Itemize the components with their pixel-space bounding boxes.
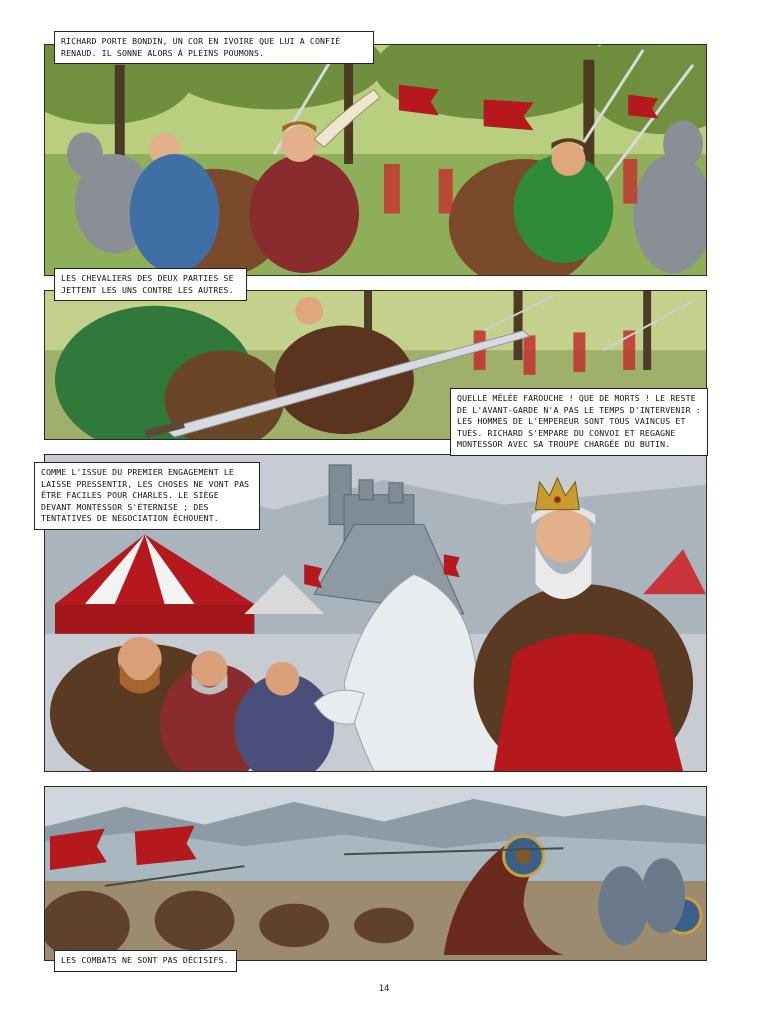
caption-3: QUELLE MÊLÉE FAROUCHE ! QUE DE MORTS ! LE RESTE DE L'AVANT-GARDE N'A PAS LE TEMPS D'INTERVENIR : LES HOMMES DE L'EMPEREUR SONT TOUS VAINCUS ET TUÉS. RICHARD S'EMPARE DU CONVOI ET REGAGNE MONTESSOR AVEC SA TROUPE CHARGÉE DU BUTIN.: [450, 388, 708, 456]
page-number: 14: [378, 984, 390, 994]
panel-1-forest-charge: [44, 44, 707, 276]
panel-4-battle-plain: [44, 786, 707, 961]
caption-4: COMME L'ISSUE DU PREMIER ENGAGEMENT LE LAISSE PRESSENTIR, LES CHOSES NE VONT PAS ÊTRE FACILES POUR CHARLES. LE SIÈGE DEVANT MONTESSOR S'ÉTERNISE ; DES TENTATIVES DE NÉGOCIATION ÉCHOUENT.: [34, 462, 260, 530]
panel-1-art: [45, 45, 706, 275]
panel-4-art: [45, 787, 706, 960]
caption-1: RICHARD PORTE BONDIN, UN COR EN IVOIRE QUE LUI A CONFIÉ RENAUD. IL SONNE ALORS À PLEINS POUMONS.: [54, 31, 374, 64]
caption-2: LES CHEVALIERS DES DEUX PARTIES SE JETTENT LES UNS CONTRE LES AUTRES.: [54, 268, 247, 301]
caption-5: LES COMBATS NE SONT PAS DÉCISIFS.: [54, 950, 237, 972]
